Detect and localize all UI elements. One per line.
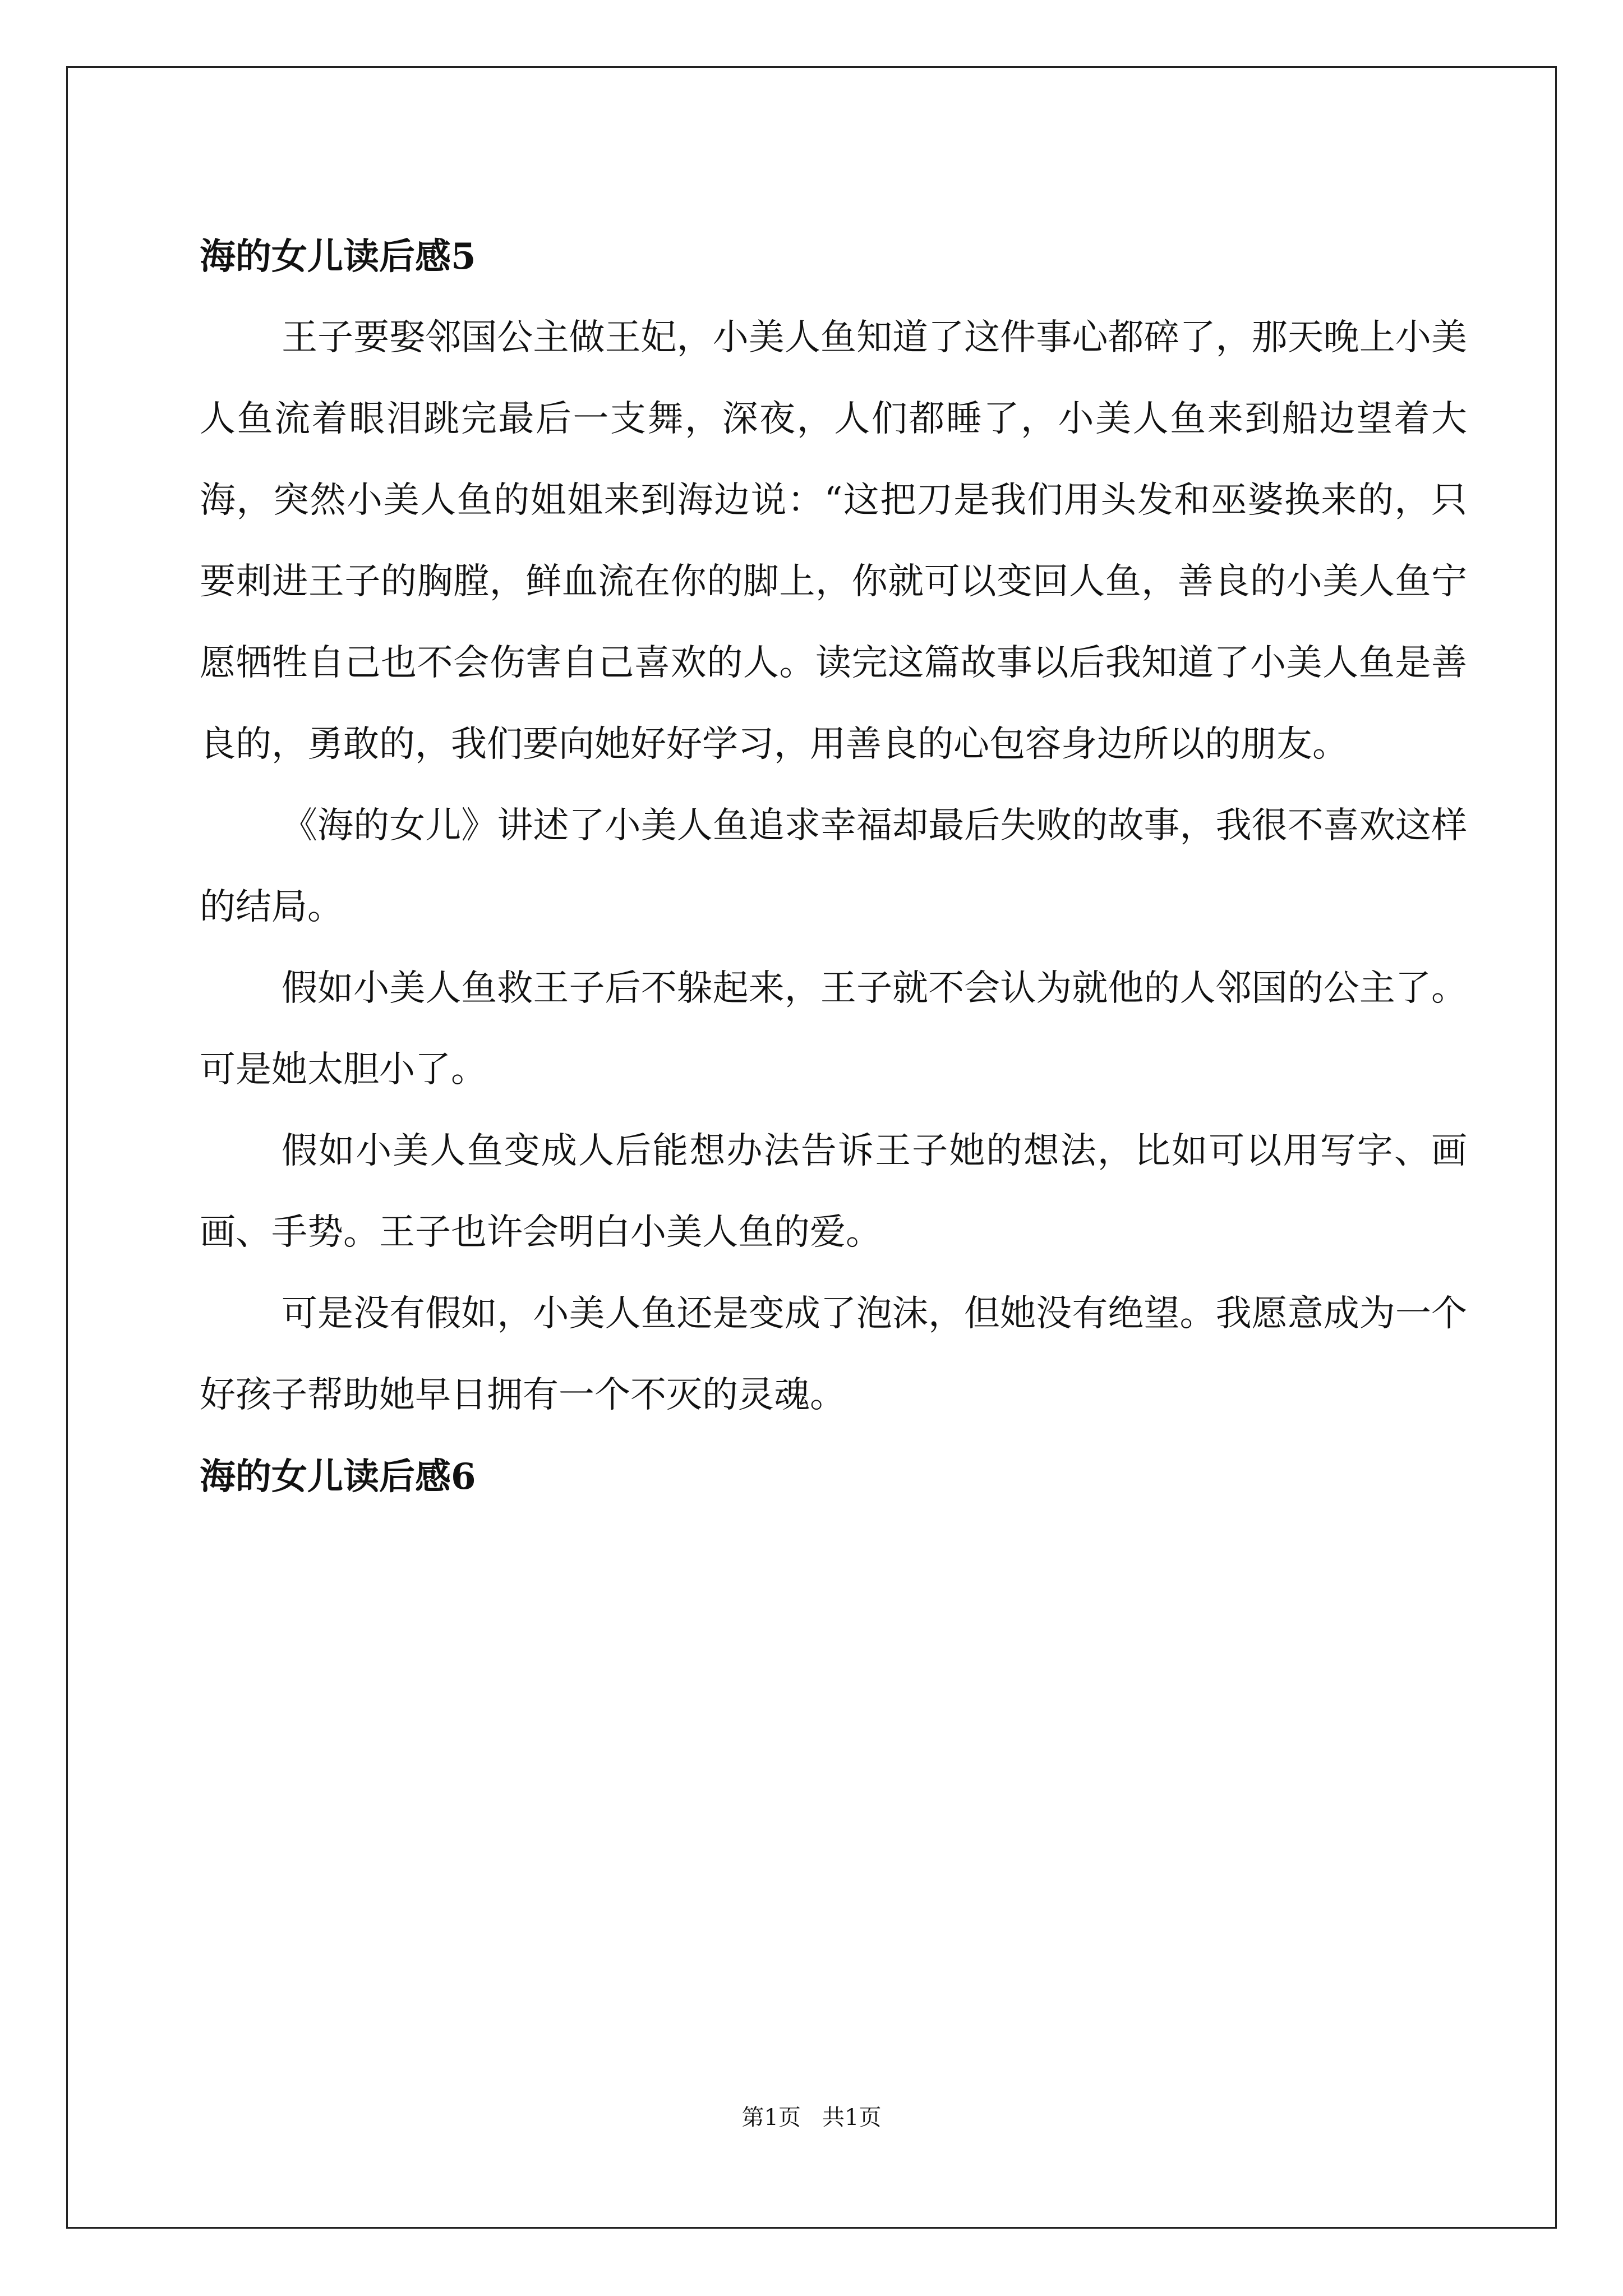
paragraph: 《海的女儿》讲述了小美人鱼追求幸福却最后失败的故事，我很不喜欢这样的结局。: [200, 805, 1467, 928]
document-body: [200, 216, 1467, 1517]
section-heading: 海的女儿读后感5: [200, 236, 476, 278]
paragraph: 假如小美人鱼救王子后不躲起来，王子就不会认为就他的人邻国的公主了。可是她太胆小了。: [200, 968, 1467, 1091]
paragraph: 王子要娶邻国公主做王妃，小美人鱼知道了这件事心都碎了，那天晚上小美人鱼流着眼泪跳完最后一支舞，深夜，人们都睡了，小美人鱼来到船边望着大海，突然小美人鱼的姐姐来到海边说：“这把刀是我们用头发和巫婆换来的，只要刺进王子的胸膛，鲜血流在你的脚上，你就可以变回人鱼，善良的小美人鱼宁愿牺牲自己也不会伤害自己喜欢的人。读完这篇故事以后我知道了小美人鱼是善良的，勇敢的，我们要向她好好学习，用善良的心包容身边所以的朋友。: [200, 317, 1467, 765]
paragraph: 假如小美人鱼变成人后能想办法告诉王子她的想法，比如可以用写字、画画、手势。王子也许会明白小美人鱼的爱。: [200, 1130, 1467, 1253]
paragraph: 可是没有假如，小美人鱼还是变成了泡沫，但她没有绝望。我愿意成为一个好孩子帮助她早日拥有一个不灭的灵魂。: [200, 1293, 1467, 1416]
page-number-footer: 第1页 共1页: [741, 2105, 882, 2131]
section-heading: 海的女儿读后感6: [200, 1456, 476, 1498]
